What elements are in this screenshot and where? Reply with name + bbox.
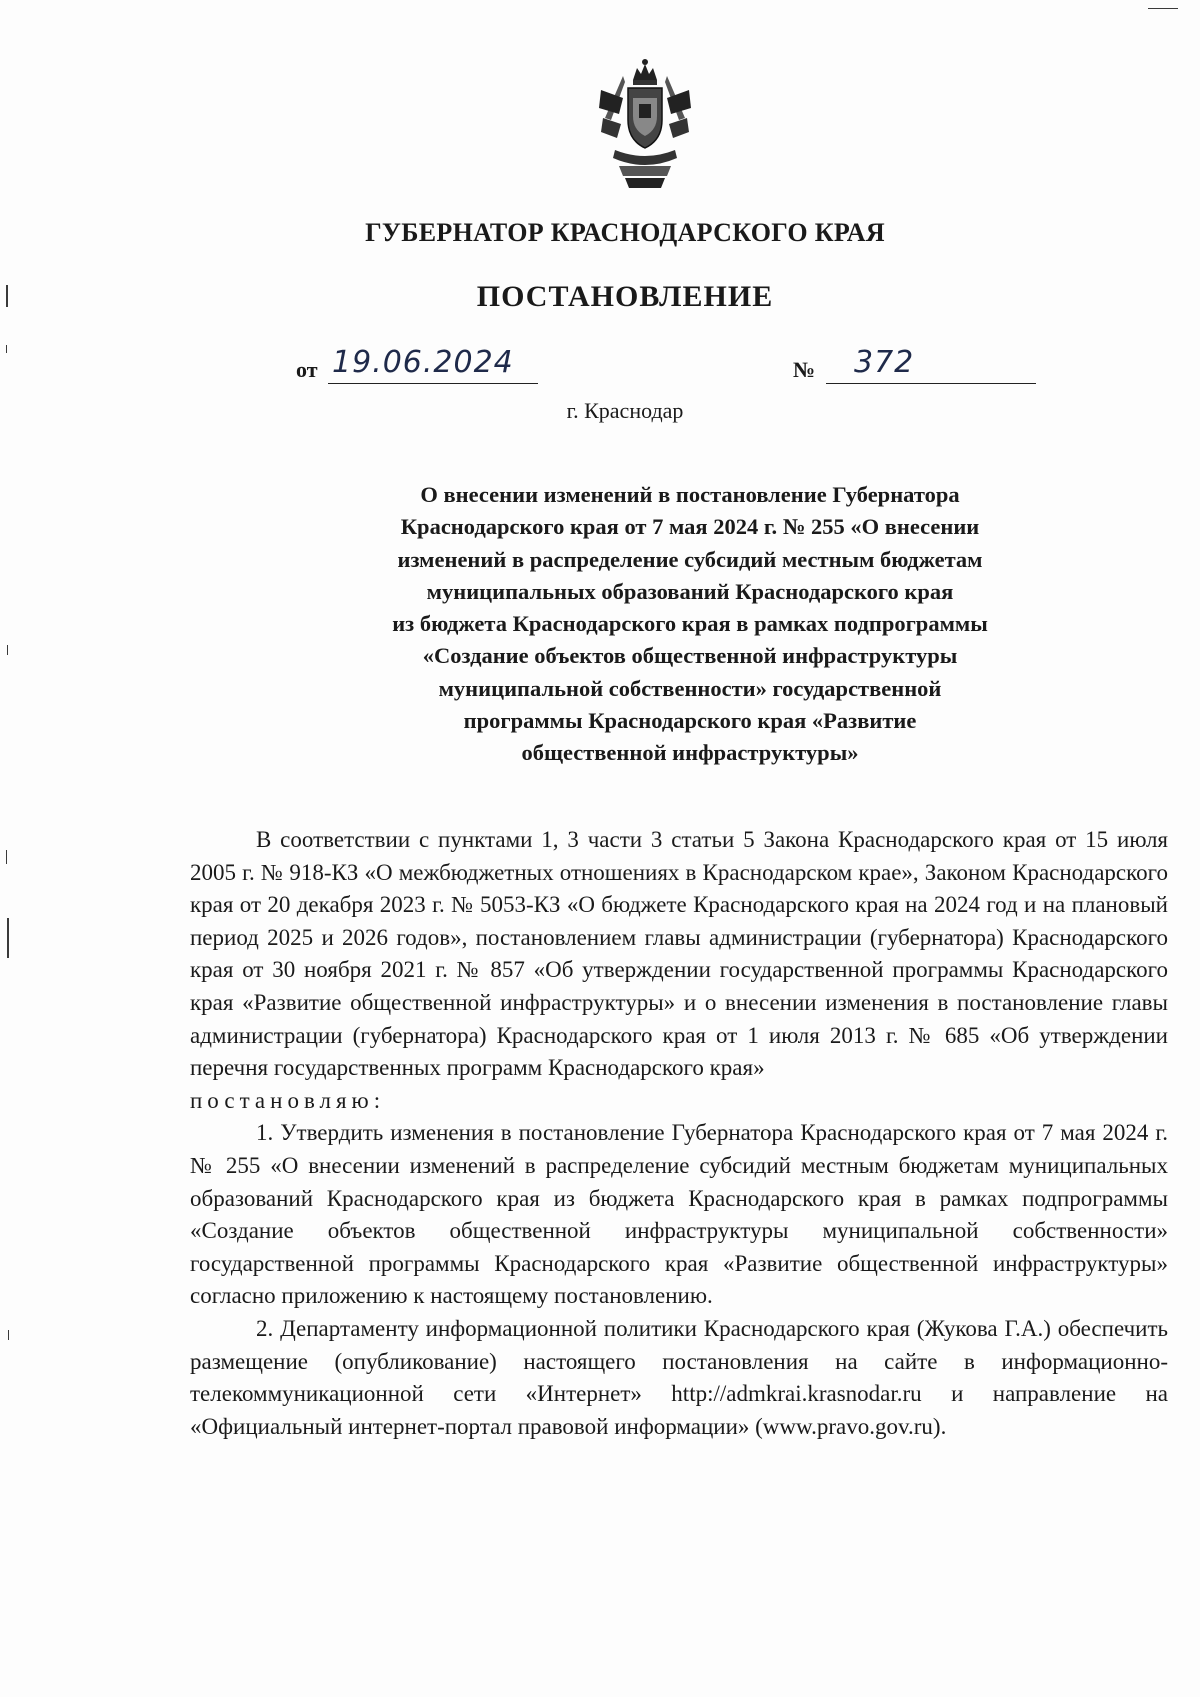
decree-word: постановляю: <box>190 1087 386 1113</box>
subject-line: «Создание объектов общественной инфраструктуры <box>422 643 958 669</box>
city: г. Краснодар <box>566 398 684 423</box>
issuing-authority: ГУБЕРНАТОР КРАСНОДАРСКОГО КРАЯ <box>365 218 885 247</box>
document-body <box>190 824 1168 1443</box>
scan-artifact <box>7 918 9 958</box>
subject-line: изменений в распределение субсидий местным бюджетам <box>397 546 983 572</box>
item-2-paragraph: 2. Департаменту информационной политики Краснодарского края (Жукова Г.А.) обеспечить размещение (опубликование) настоящего постановления на сайте в информационно-телекоммуникационной сети «Интернет» http://admkrai.krasnodar.ru и направление на «Официальный интернет-портал правовой информации» (www.pravo.gov.ru). <box>190 1315 1168 1439</box>
number-value: 372 <box>854 345 915 380</box>
date-label: от <box>296 357 318 382</box>
date-value: 19.06.2024 <box>332 345 514 380</box>
scan-artifact <box>1148 8 1178 9</box>
subject-line: Краснодарского края от 7 мая 2024 г. № 255 «О внесении <box>400 514 980 540</box>
subject-line: программы Краснодарского края «Развитие <box>463 708 917 734</box>
subject-line: муниципальной собственности» государственной <box>438 675 942 701</box>
subject-line: О внесении изменений в постановление Губернатора <box>420 482 960 507</box>
scan-artifact <box>8 1330 9 1340</box>
item-1-paragraph: 1. Утвердить изменения в постановление Губернатора Краснодарского края от 7 мая 2024 г. № 255 «О внесении изменений в распределение субсидий местным бюджетам муниципальных образований Краснодарского края из бюджета Краснодарского края в рамках подпрограммы «Создание объектов общественной инфраструктуры муниципальной собственности» государственной программы Краснодарского края «Развитие общественной инфраструктуры» согласно приложению к настоящему постановлению. <box>190 1120 1168 1309</box>
document-type: ПОСТАНОВЛЕНИЕ <box>476 280 774 313</box>
coat-of-arms-icon <box>595 58 695 190</box>
scan-artifact <box>7 645 8 655</box>
document-subject <box>300 479 1080 770</box>
preamble-text: В соответствии с пунктами 1, 3 части 3 статьи 5 Закона Краснодарского края от 15 июля 2005 г. № 918-КЗ «О межбюджетных отношениях в Краснодарском крае», Законом Краснодарского края от 20 декабря 2023 г. № 5053-КЗ «О бюджете Краснодарского края на 2024 год и на плановый период 2025 и 2026 годов», постановлением главы администрации (губернатора) Краснодарского края от 30 ноября 2021 г. № 857 «Об утверждении государственной программы Краснодарского края «Развитие общественной инфраструктуры» и о внесении изменения в постановление главы администрации (губернатора) Краснодарского края от 1 июля 2013 г. № 685 «Об утверждении перечня государственных программ Краснодарского края» <box>190 827 1168 1081</box>
number-underline <box>826 383 1036 384</box>
subject-line: общественной инфраструктуры» <box>521 740 859 766</box>
scan-artifact <box>6 345 7 353</box>
date-underline <box>328 383 538 384</box>
subject-line: из бюджета Краснодарского края в рамках подпрограммы <box>392 611 988 637</box>
date-number-row <box>296 345 1036 385</box>
preamble-paragraph <box>190 824 1168 1117</box>
scan-artifact <box>6 850 7 864</box>
subject-line: муниципальных образований Краснодарского края <box>426 578 954 604</box>
number-label: № <box>793 357 816 382</box>
